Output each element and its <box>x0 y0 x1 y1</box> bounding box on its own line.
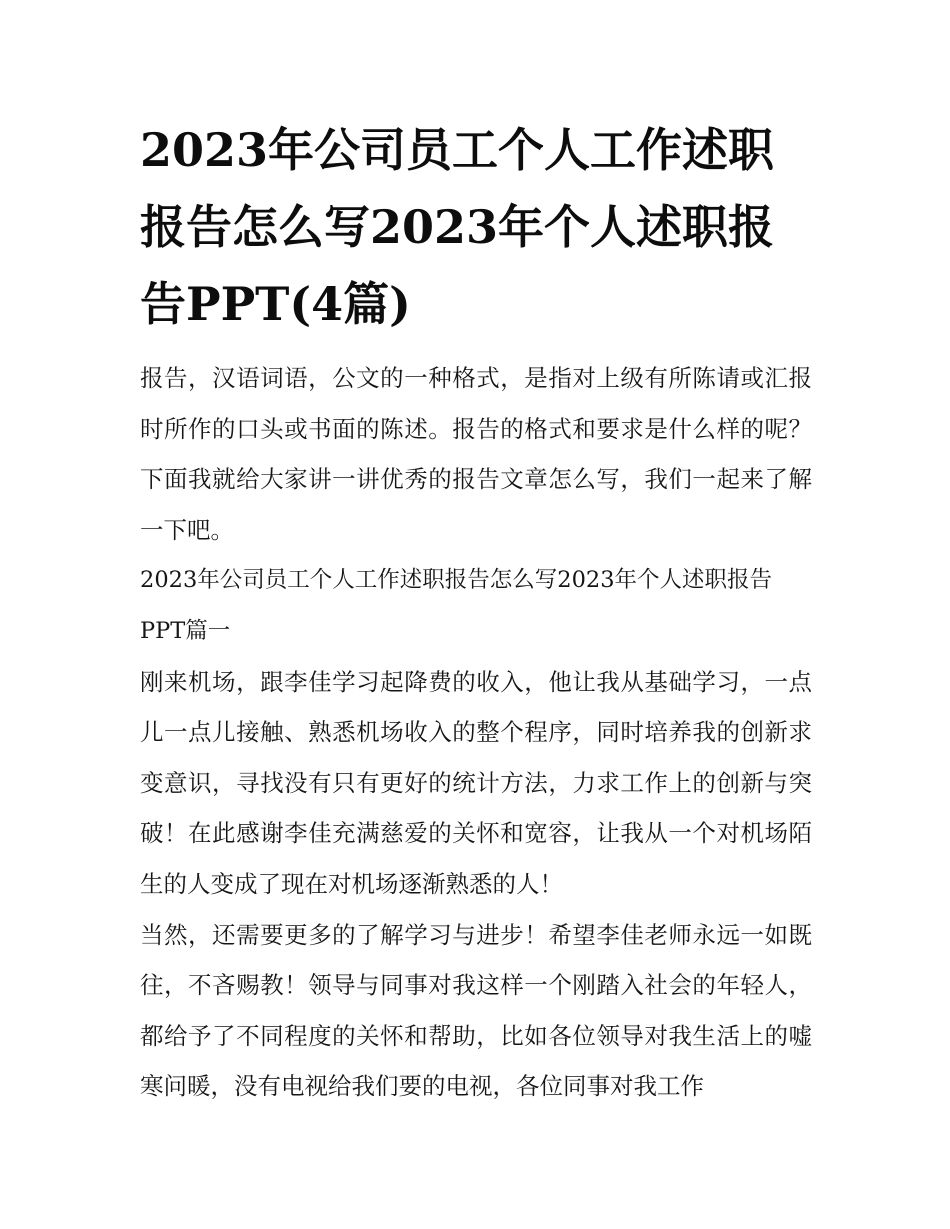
body-paragraph-1: 刚来机场，跟李佳学习起降费的收入，他让我从基础学习，一点儿一点儿接触、熟悉机场收入的整个程序，同时培养我的创新求变意识，寻找没有只有更好的统计方法，力求工作上的创新与突破！在此感谢李佳充满慈爱的关怀和宽容，让我从一个对机场陌生的人变成了现在对机场逐渐熟悉的人！ <box>140 667 812 898</box>
document-page <box>140 112 812 1112</box>
intro-paragraph: 报告，汉语词语，公文的一种格式，是指对上级有所陈请或汇报时所作的口头或书面的陈述。报告的格式和要求是什么样的呢？下面我就给大家讲一讲优秀的报告文章怎么写，我们一起来了解一下吧。 <box>140 364 812 544</box>
document-title-text: 2023年公司员工个人工作述职报告怎么写2023年个人述职报告PPT(4篇) <box>140 123 775 331</box>
body-paragraph-2: 当然，还需要更多的了解学习与进步！希望李佳老师永远一如既往，不吝赐教！领导与同事对我这样一个刚踏入社会的年轻人，都给予了不同程度的关怀和帮助，比如各位领导对我生活上的嘘寒问暖，没有电视给我们要的电视，各位同事对我工作 <box>140 920 812 1101</box>
document-title <box>140 112 812 343</box>
section-heading: 2023年公司员工个人工作述职报告怎么写2023年个人述职报告PPT篇一 <box>140 567 773 644</box>
